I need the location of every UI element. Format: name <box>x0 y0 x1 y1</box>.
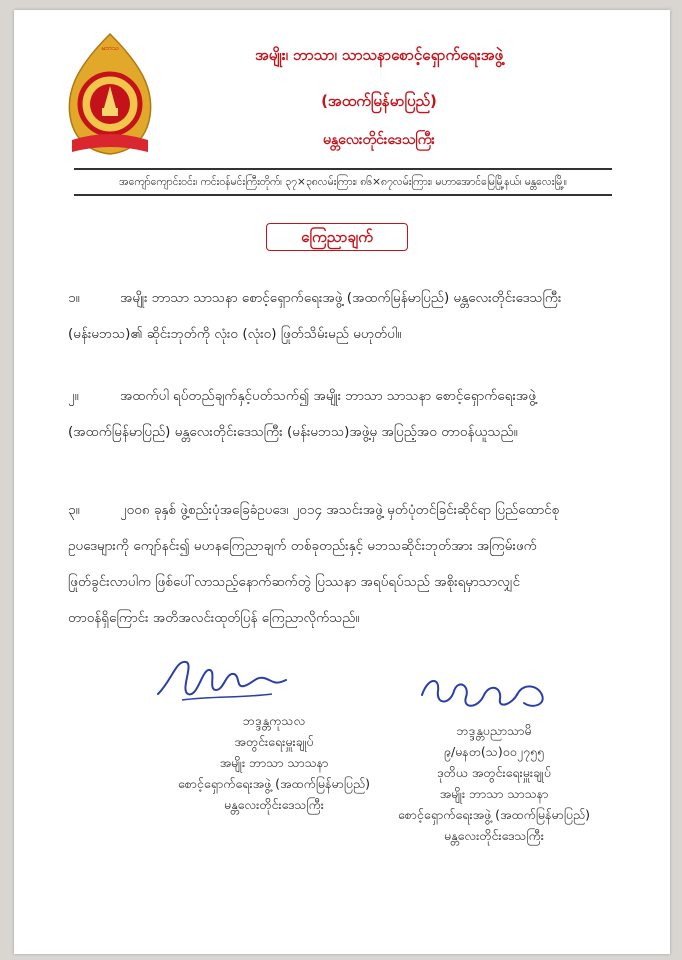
signatory-region: မန္တလေးတိုင်းဒေသကြီး <box>224 797 324 812</box>
signatory-region: မန္တလေးတိုင်းဒေသကြီး <box>444 828 544 843</box>
paragraph-line: တာ၀န်ရှိကြောင်း အတိအလင်းထုတ်ပြန် ကြေညာလိုက်သည်။ <box>68 610 360 626</box>
organization-subtitle: (အထက်မြန်မာပြည်) <box>321 92 437 110</box>
region-name: မန္တလေးတိုင်းဒေသကြီး <box>323 132 435 148</box>
paragraph-line: ၂၀၀၈ ခုနှစ် ဖွဲ့စည်းပုံအခြေခံဥပဒေ၊ ၂၀၁၄ အသင်းအဖွဲ့ မှတ်ပုံတင်ခြင်းဆိုင်ရာ ပြည်ထောင်စု <box>120 502 560 518</box>
paragraph-number: ၁။ <box>68 290 80 306</box>
document-page <box>14 10 670 954</box>
paragraph-number: ၂။ <box>68 388 79 404</box>
paragraph-number: ၃။ <box>68 502 80 518</box>
paragraph-line: အမျိုး ဘာသာ သာသနာ စောင့်ရှောက်ရေးအဖွဲ့ (အထက်မြန်မာပြည်) မန္တလေးတိုင်းဒေသကြီး <box>120 290 562 306</box>
paragraph-2 <box>68 378 638 450</box>
paragraph-1 <box>68 280 638 352</box>
paragraph-3 <box>68 492 638 636</box>
signatory-org: အမျိုး ဘာသာ သာသနာ <box>219 755 329 770</box>
organization-name: အမျိုး၊ ဘာသာ၊ သာသနာစောင့်ရှောက်ရေးအဖွဲ့ <box>254 46 504 64</box>
signatory-org: စောင့်ရှောက်ရေးအဖွဲ့ (အထက်မြန်မာပြည်) <box>397 807 591 822</box>
signatory-name: ဘဒ္ဒန္တကုသလ <box>242 713 306 728</box>
paragraph-line: ဖြုတ်ခွင်းလာပါက ဖြစ်ပေါ်လာသည့်နောက်ဆက်တွဲ ပြဿနာ အရပ်ရပ်သည် အစိုးရမှာသာလျှင် <box>68 574 521 590</box>
paragraph-line: (မန်းမဘသ)၏ ဆိုင်းဘုတ်ကို လုံး၀ (လုံး၀) ဖြုတ်သိမ်းမည် မဟုတ်ပါ။ <box>68 326 402 342</box>
announcement-title: ကြေညာချက် <box>266 223 408 251</box>
signatory-title: အတွင်းရေးမှူးချုပ် <box>234 734 314 749</box>
signatory-org: စောင့်ရှောက်ရေးအဖွဲ့ (အထက်မြန်မာပြည်) <box>177 776 371 791</box>
paragraph-line: (အထက်မြန်မာပြည်) မန္တလေးတိုင်းဒေသကြီး (မန်းမဘသ)အဖွဲ့မှ အပြည့်အ၀ တာဝန်ယူသည်။ <box>68 424 518 440</box>
right-signature <box>414 665 554 721</box>
signatory-org: အမျိုး ဘာသာ သာသနာ <box>439 786 549 801</box>
organization-logo <box>62 30 158 160</box>
logo-banner-text: မဘသ <box>101 44 119 52</box>
signatory-id: ၉/မနတ(သ)၀၀၂၇၅၅ <box>443 744 545 759</box>
paragraph-line: ဥပဒေများကို ကျော်နင်း၍ မဟနကြေညာချက် တစ်ခုတည်းနှင့် မဘသဆိုင်းဘုတ်အား အကြမ်းဖက် <box>68 538 537 554</box>
paragraph-line: အထက်ပါ ရပ်တည်ချက်နှင့်ပတ်သက်၍ အမျိုး ဘာသာ သာသနာ စောင့်ရှောက်ရေးအဖွဲ့ <box>120 388 537 404</box>
address-bar: အကျော်ကျောင်းဝင်း၊ ကင်းဝန်မင်းကြီးတိုက်၊ ၃၇×၃၈လမ်းကြား၊ ၈၆×၈၇လမ်းကြား၊ မဟာအောင်မြေမြို့နယ်၊ မန္တလေးမြို့။ <box>74 168 612 196</box>
signatory-name: ဘဒ္ဒန္တပညာသာမိ <box>456 723 532 738</box>
signatory-title: ဒုတိယ အတွင်းရေးမှူးချုပ် <box>437 765 551 780</box>
left-signature <box>152 650 292 710</box>
right-signatory <box>344 720 644 846</box>
